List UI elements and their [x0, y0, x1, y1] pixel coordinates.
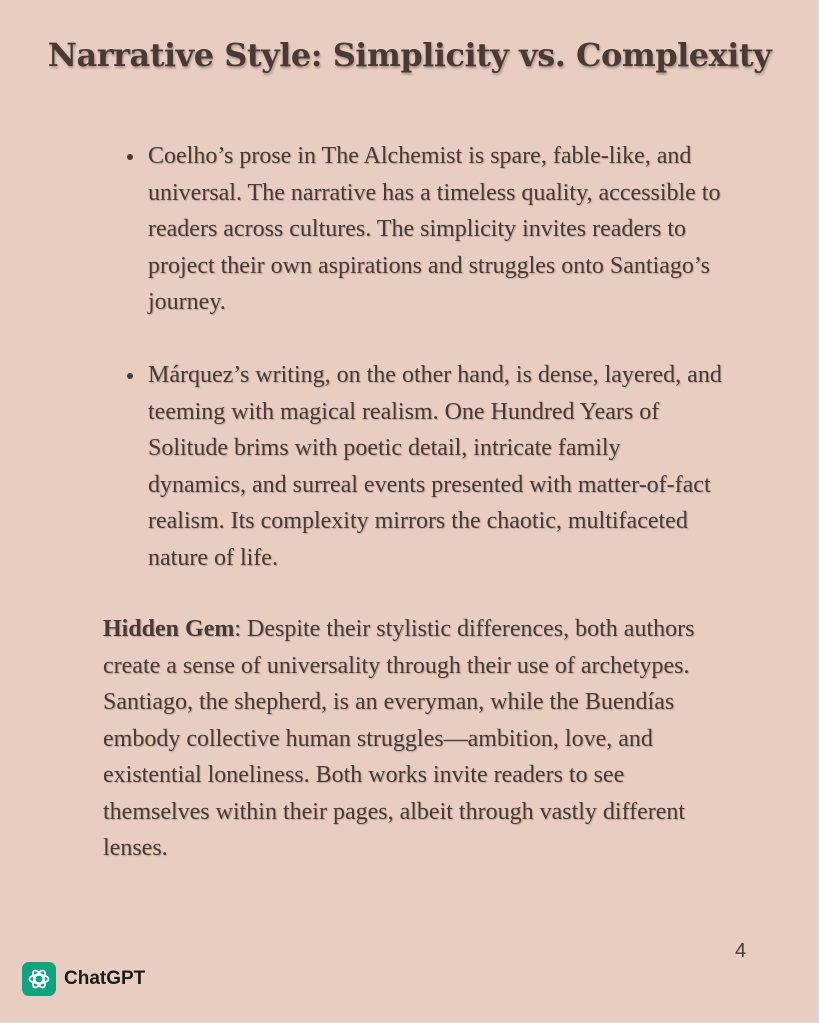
- chatgpt-logo-icon: [22, 962, 56, 996]
- page-title: Narrative Style: Simplicity vs. Complexity: [47, 36, 772, 74]
- list-item: [148, 357, 723, 576]
- page-number: 4: [735, 940, 747, 962]
- bullet-text: Coelho’s prose in The Alchemist is spare, fable-like, and universal. The narrative has a timeless quality, accessible to readers across cultures. The simplicity invites readers to project their own aspirations and struggles onto Santiago’s journey.: [148, 143, 721, 315]
- bullet-text: Márquez’s writing, on the other hand, is dense, layered, and teeming with magical realism. One Hundred Years of Solitude brims with poetic detail, intricate family dynamics, and surreal events presented with matter-of-fact realism. Its complexity mirrors the chaotic, multifaceted nature of life.: [148, 362, 722, 571]
- brand-name: ChatGPT: [64, 968, 146, 989]
- bullet-list: [148, 138, 723, 613]
- hidden-gem-label: Hidden Gem: [103, 616, 235, 642]
- hidden-gem-text: : Despite their stylistic differences, both authors create a sense of universality through their use of archetypes. Santiago, the shepherd, is an everyman, while the Buendías embody collective human struggles—ambition, love, and existential loneliness. Both works invite readers to see themselves within their pages, albeit through vastly different lenses.: [103, 616, 695, 861]
- bullet-dot-icon: [127, 373, 133, 379]
- hidden-gem-paragraph: [103, 611, 723, 867]
- list-item: [148, 138, 723, 321]
- bullet-dot-icon: [127, 154, 133, 160]
- brand-footer: [22, 962, 145, 996]
